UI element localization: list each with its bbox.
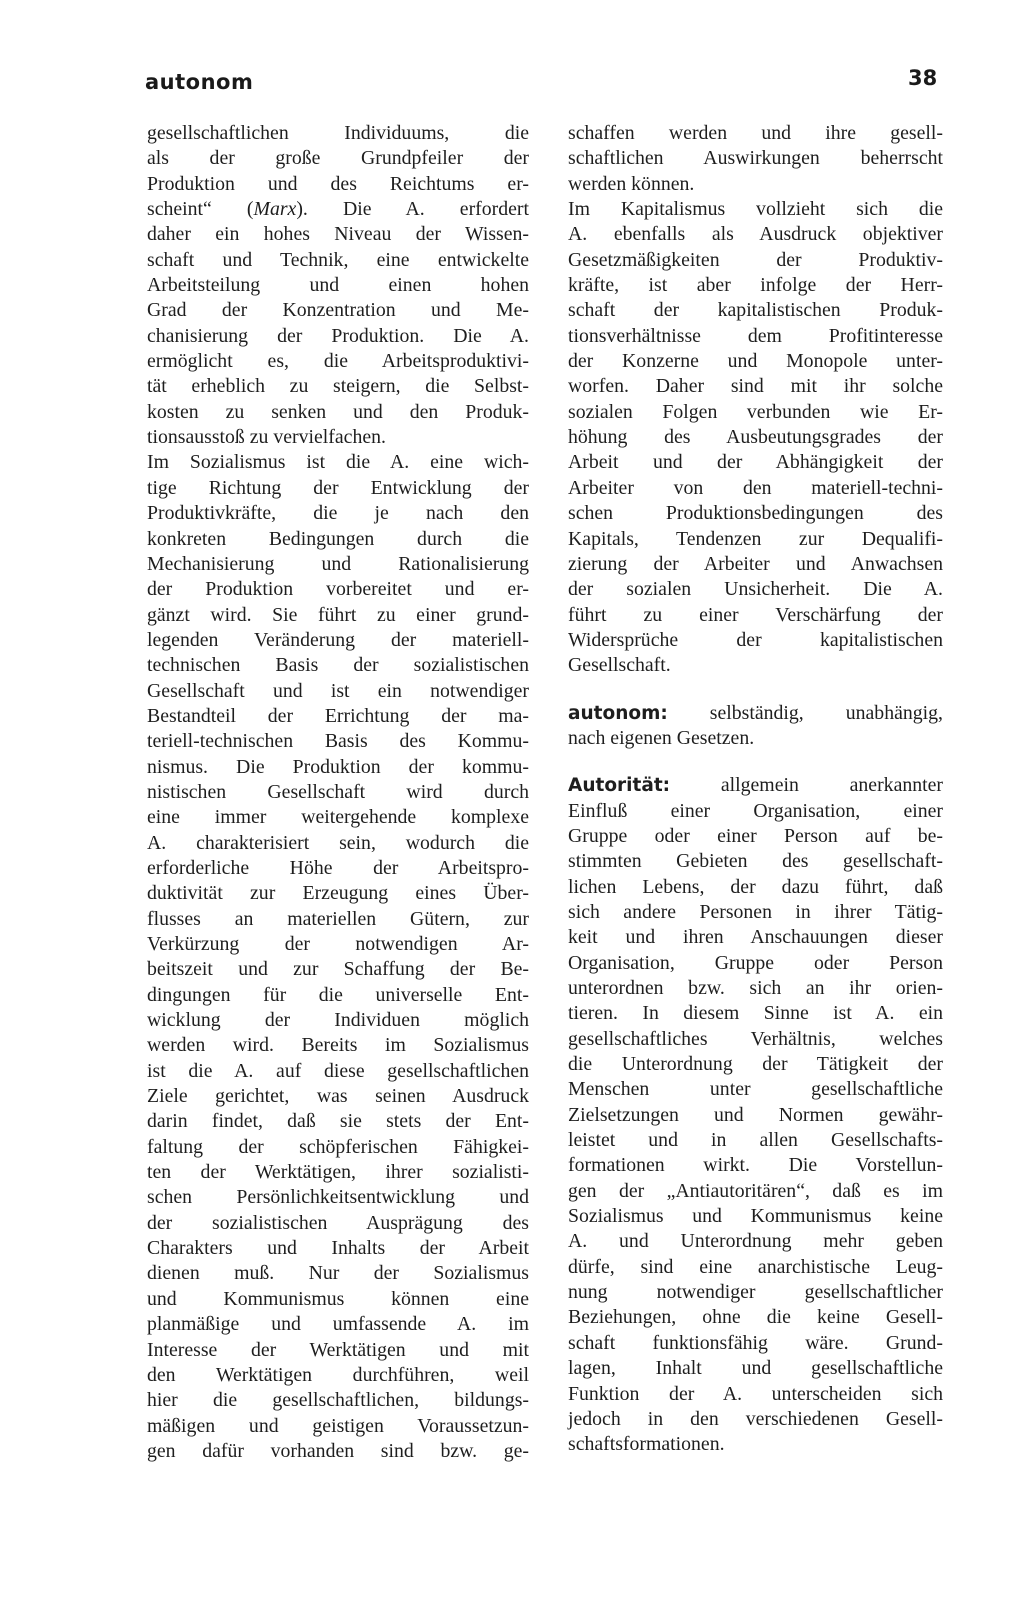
text-line: Verkürzung der notwendigen Ar- — [147, 933, 529, 955]
text-line: mäßigen und geistigen Voraussetzun- — [147, 1414, 529, 1437]
text-line: Zielsetzungen und Normen gewähr- — [568, 1103, 943, 1126]
text-line: gänzt wird. Sie führt zu einer grund- — [147, 603, 529, 626]
text-line: Charakters und Inhalts der Arbeit — [147, 1237, 529, 1260]
text-line: schaftlichen Auswirkungen beherrscht — [568, 147, 943, 170]
text-line: dienen muß. Nur der Sozialismus — [147, 1262, 529, 1285]
text-line: zierung der Arbeiter und Anwachsen — [568, 552, 943, 575]
text-line: tige Richtung der Entwicklung der — [147, 476, 529, 499]
text-line: Widersprüche der kapitalistischen — [568, 628, 943, 651]
text-line: flusses an materiellen Gütern, zur — [147, 907, 529, 930]
text-line: Gruppe oder einer Person auf be- — [568, 824, 943, 847]
text-line: faltung der schöpferischen Fähigkei- — [147, 1135, 529, 1158]
text-line: Produktivkräfte, die je nach den — [147, 502, 529, 525]
text-line: daher ein hohes Niveau der Wissen- — [147, 223, 529, 246]
text-line: den Werktätigen durchführen, weil — [147, 1363, 529, 1386]
text-line: Gesellschaft und ist ein notwendiger — [147, 679, 529, 702]
text-line: technischen Basis der sozialistischen — [147, 654, 529, 677]
entry-first-line — [568, 773, 943, 798]
text-line: worfen. Daher sind mit ihr solche — [568, 375, 943, 398]
text-line: schaft und Technik, eine entwickelte — [147, 248, 529, 271]
text-line: chanisierung der Produktion. Die A. — [147, 324, 529, 347]
text-line: Grad der Konzentration und Me- — [147, 299, 529, 322]
text-line: Arbeitsteilung und einen hohen — [147, 274, 529, 297]
text-line: gesellschaftlichen Individuums, die — [147, 122, 529, 144]
lemma-autoritaet: Autorität: — [568, 775, 671, 797]
left-column — [147, 121, 529, 1464]
text-line: beitszeit und zur Schaffung der Be- — [147, 958, 529, 981]
text-line: Im Sozialismus ist die A. eine wich- — [147, 451, 529, 474]
text-line: tionsausstoß zu vervielfachen. — [147, 426, 386, 449]
text-line: gen der „Antiautoritären“, daß es im — [568, 1179, 943, 1202]
text-line: Gesellschaft. — [568, 654, 671, 677]
text-line: Mechanisierung und Rationalisierung — [147, 552, 529, 575]
text-line: Produktion und des Reichtums er- — [147, 172, 529, 195]
text-line: tionsverhältnisse dem Profitinteresse — [568, 324, 943, 347]
text-line: leistet und in allen Gesellschafts- — [568, 1129, 943, 1152]
entry-autoritaet — [568, 773, 943, 1457]
text-line: schaftsformationen. — [568, 1433, 725, 1456]
text-line: duktivität zur Erzeugung eines Über- — [147, 882, 529, 905]
text-line: sich andere Personen in ihrer Tätig- — [568, 900, 943, 923]
text-line: Beziehungen, ohne die keine Gesell- — [568, 1306, 943, 1329]
text-line: lagen, Inhalt und gesellschaftliche — [568, 1357, 943, 1380]
text-line: wicklung der Individuen möglich — [147, 1009, 529, 1032]
text-line: tieren. In diesem Sinne ist A. ein — [568, 1002, 943, 1025]
text-line: Funktion der A. unterscheiden sich — [568, 1382, 943, 1405]
right-column — [568, 121, 943, 1458]
text-line: stimmten Gebieten des gesellschaft- — [568, 850, 943, 873]
text-line: gen dafür vorhanden sind bzw. ge- — [147, 1439, 529, 1462]
text-line: konkreten Bedingungen durch die — [147, 527, 529, 550]
text-line: Im Kapitalismus vollzieht sich die — [568, 198, 943, 221]
entry-autonom — [568, 701, 943, 752]
text-line: A. charakterisiert sein, wodurch die — [147, 831, 529, 854]
text-line: Bestandteil der Errichtung der ma- — [147, 704, 529, 727]
text-line: lichen Lebens, der dazu führt, daß — [568, 875, 943, 898]
text-line: schen Produktionsbedingungen des — [568, 502, 943, 525]
text-line: schen Persönlichkeitsentwicklung und — [147, 1186, 529, 1209]
text-line: werden können. — [568, 172, 695, 195]
text-line: gesellschaftliches Verhältnis, welches — [568, 1027, 943, 1050]
text-line: kosten zu senken und den Produk- — [147, 400, 529, 423]
text-line: darin findet, daß sie stets der Ent- — [147, 1110, 529, 1133]
text-line: werden wird. Bereits im Sozialismus — [147, 1034, 529, 1057]
text-line: der Produktion vorbereitet und er- — [147, 578, 529, 601]
text-line: Interesse der Werktätigen und mit — [147, 1338, 529, 1361]
definition-text: selbständig, unabhängig, — [709, 701, 943, 724]
text-line: ist die A. auf diese gesellschaftlichen — [147, 1059, 529, 1082]
running-head: autonom — [145, 70, 254, 94]
continuation-paragraph — [568, 121, 943, 679]
text-line: der sozialistischen Ausprägung des — [147, 1211, 529, 1234]
text-line: schaffen werden und ihre gesell- — [568, 122, 943, 144]
definition-text: allgemein anerkannter — [720, 774, 943, 797]
page-number: 38 — [908, 66, 938, 90]
text-line: planmäßige und umfassende A. im — [147, 1313, 529, 1336]
text-line: formationen wirkt. Die Vorstellun- — [568, 1154, 943, 1177]
text-line: schaft der kapitalistischen Produk- — [568, 299, 943, 322]
lemma-autonom: autonom: — [568, 702, 668, 724]
text-line: tät erheblich zu steigern, die Selbst- — [147, 375, 529, 398]
text-line: nismus. Die Produktion der kommu- — [147, 755, 529, 778]
text-line: dürfe, sind eine anarchistische Leug- — [568, 1255, 943, 1278]
text-line: kräfte, ist aber infolge der Herr- — [568, 274, 943, 297]
text-line: Gesetzmäßigkeiten der Produktiv- — [568, 248, 943, 271]
text-line: eine immer weitergehende komplexe — [147, 806, 529, 829]
text-line: Ziele gerichtet, was seinen Ausdruck — [147, 1085, 529, 1108]
text-line: ermöglicht es, die Arbeitsproduktivi- — [147, 350, 529, 373]
text-line: dingungen für die universelle Ent- — [147, 983, 529, 1006]
text-line: scheint“ (Marx). Die A. erfordert — [147, 198, 529, 221]
text-line: Sozialismus und Kommunismus keine — [568, 1205, 943, 1228]
text-line: jedoch in den verschiedenen Gesell- — [568, 1407, 943, 1430]
text-line: die Unterordnung der Tätigkeit der — [568, 1053, 943, 1076]
text-line: unterordnen bzw. sich an ihr orien- — [568, 977, 943, 999]
text-line: legenden Veränderung der materiell- — [147, 628, 529, 651]
text-line: Arbeiter von den materiell-techni- — [568, 476, 943, 499]
text-line: der sozialen Unsicherheit. Die A. — [568, 578, 943, 601]
text-line: keit und ihren Anschauungen dieser — [568, 926, 943, 949]
entry-first-line — [568, 701, 943, 726]
text-line: nung notwendiger gesellschaftlicher — [568, 1281, 943, 1304]
text-line: nach eigenen Gesetzen. — [568, 726, 755, 749]
text-line: teriell-technischen Basis des Kommu- — [147, 730, 529, 753]
text-line: als der große Grundpfeiler der — [147, 147, 529, 170]
text-line: höhung des Ausbeutungsgrades der — [568, 426, 943, 449]
text-line: Arbeit und der Abhängigkeit der — [568, 451, 943, 474]
author-reference: Marx — [253, 198, 297, 221]
text-line: führt zu einer Verschärfung der — [568, 603, 943, 626]
text-line: A. ebenfalls als Ausdruck objektiver — [568, 223, 943, 246]
text-line: nistischen Gesellschaft wird durch — [147, 780, 529, 803]
text-line: ten der Werktätigen, ihrer sozialisti- — [147, 1161, 529, 1184]
text-line: Einfluß einer Organisation, einer — [568, 799, 943, 822]
text-line: hier die gesellschaftlichen, bildungs- — [147, 1389, 529, 1412]
text-line: sozialen Folgen verbunden wie Er- — [568, 400, 943, 423]
text-line: schaft funktionsfähig wäre. Grund- — [568, 1331, 943, 1354]
text-line: Kapitals, Tendenzen zur Dequalifi- — [568, 527, 943, 550]
text-line: und Kommunismus können eine — [147, 1287, 529, 1310]
text-line: erforderliche Höhe der Arbeitspro- — [147, 856, 529, 879]
text-line: Menschen unter gesellschaftliche — [568, 1078, 943, 1101]
text-line: Organisation, Gruppe oder Person — [568, 951, 943, 974]
text-line: der Konzerne und Monopole unter- — [568, 350, 943, 373]
text-line: A. und Unterordnung mehr geben — [568, 1230, 943, 1253]
